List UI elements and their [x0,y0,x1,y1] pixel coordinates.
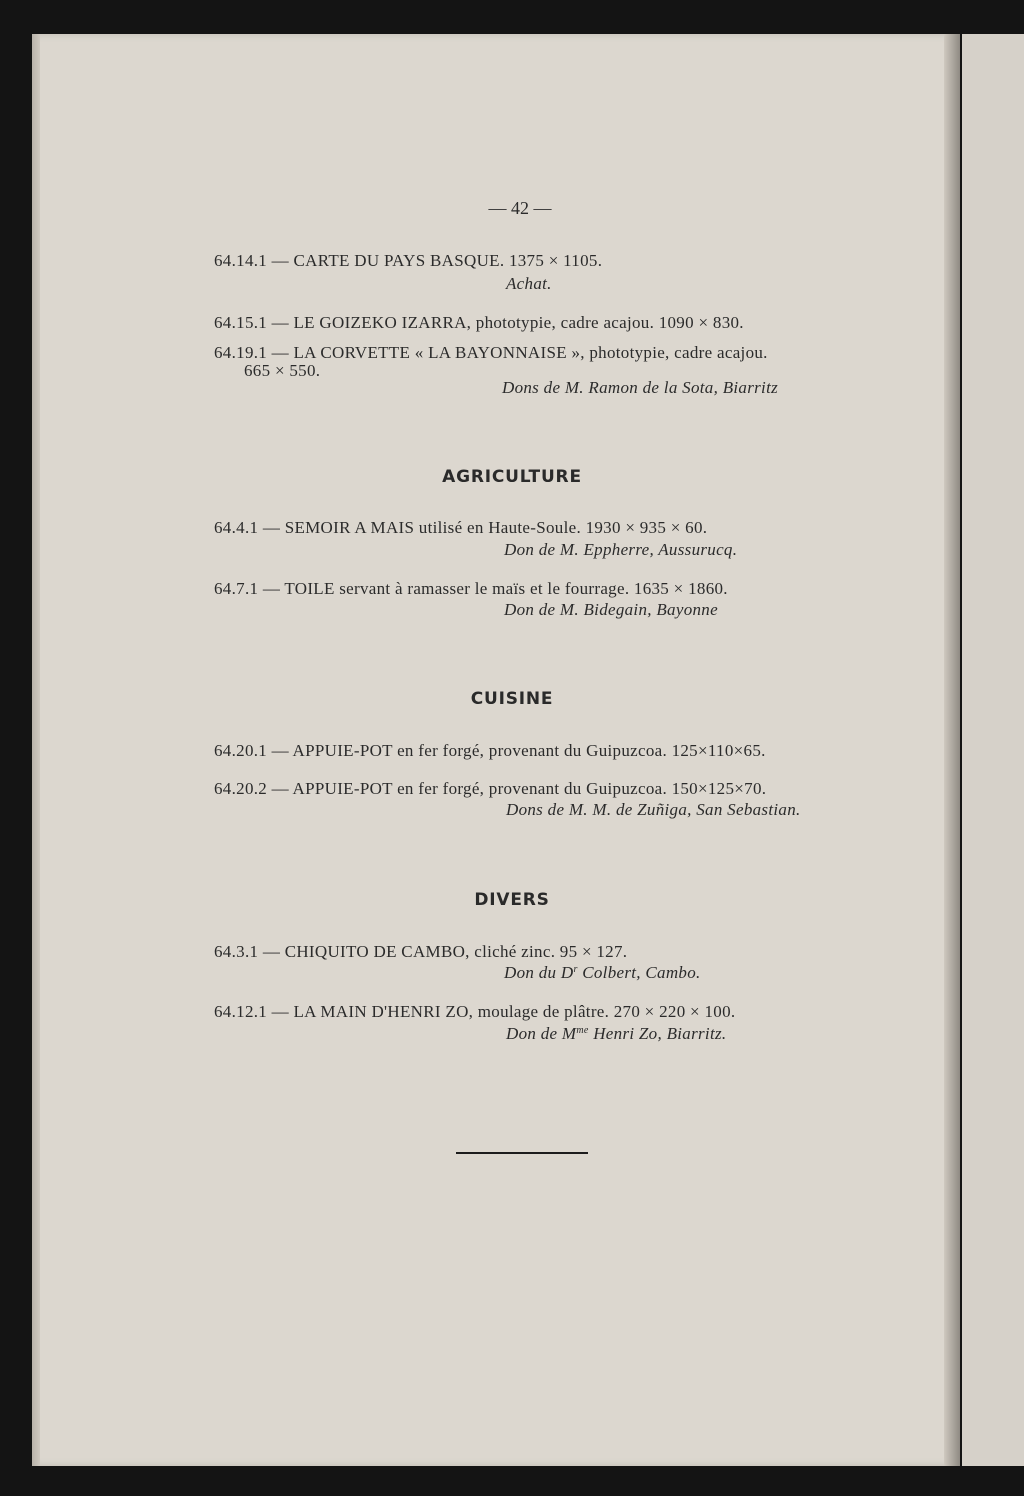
credit-henri-zo-name: Henri Zo, Biarritz. [593,1024,727,1043]
heading-agriculture: AGRICULTURE [442,467,582,487]
credit-colbert: Don du $D^r$ Colbert, Cambo. [504,963,701,982]
heading-divers: DIVERS [474,890,550,910]
credit-ramon-de-la-sota: Dons de M. Ramon de la Sota, Biarritz [502,378,779,397]
credit-bidegain: Don de M. Bidegain, Bayonne [504,600,718,619]
page-number: — 42 — [488,198,552,218]
heading-cuisine: CUISINE [470,689,554,709]
credit-henri-zo [506,1024,726,1044]
credit-colbert-superscript: r [573,964,578,975]
facing-page-edge [962,34,1024,1466]
entry-toile: 64.7.1 — TOILE servant à ramasser le maïs et le fourrage. 1635 × 1860. [214,579,728,598]
entry-appuie-pot-1: 64.20.1 — APPUIE-POT en fer forgé, provenant du Guipuzcoa. 125×110×65. [214,741,766,760]
entry-la-main-d-henri-zo: 64.12.1 — LA MAIN D'HENRI ZO, moulage de plâtre. 270 × 220 × 100. [214,1002,736,1021]
credit-zuniga: Dons de M. M. de Zuñiga, San Sebastian. [506,800,801,819]
credit-achat: Achat. [506,274,552,293]
credit-henri-zo-prefix: Don de M [506,1024,577,1043]
credit-colbert-name: Colbert, Cambo. [582,963,701,982]
credit-eppherre: Don de M. Eppherre, Aussurucq. [504,540,738,559]
entry-appuie-pot-2: 64.20.2 — APPUIE-POT en fer forgé, provenant du Guipuzcoa. 150×125×70. [214,779,767,798]
closing-rule [456,1152,588,1154]
entry-goizeko-izarra: 64.15.1 — LE GOIZEKO IZARRA, phototypie, cadre acajou. 1090 × 830. [214,313,744,332]
entry-la-corvette: 64.19.1 — LA CORVETTE « LA BAYONNAISE », phototypie, cadre acajou. [214,343,768,362]
credit-henri-zo-superscript: me [576,1025,589,1036]
entry-la-corvette-dimensions: 665 × 550. [244,361,321,380]
credit-colbert-prefix: Don du [504,963,557,982]
entry-semoir-a-mais: 64.4.1 — SEMOIR A MAIS utilisé en Haute-Soule. 1930 × 935 × 60. [214,518,708,537]
page-left-edge [32,34,40,1466]
entry-carte-du-pays-basque: 64.14.1 — CARTE DU PAYS BASQUE. 1375 × 1105. [214,251,603,270]
entry-chiquito-de-cambo: 64.3.1 — CHIQUITO DE CAMBO, cliché zinc. 95 × 127. [214,942,628,961]
book-spine-shadow [944,34,960,1466]
